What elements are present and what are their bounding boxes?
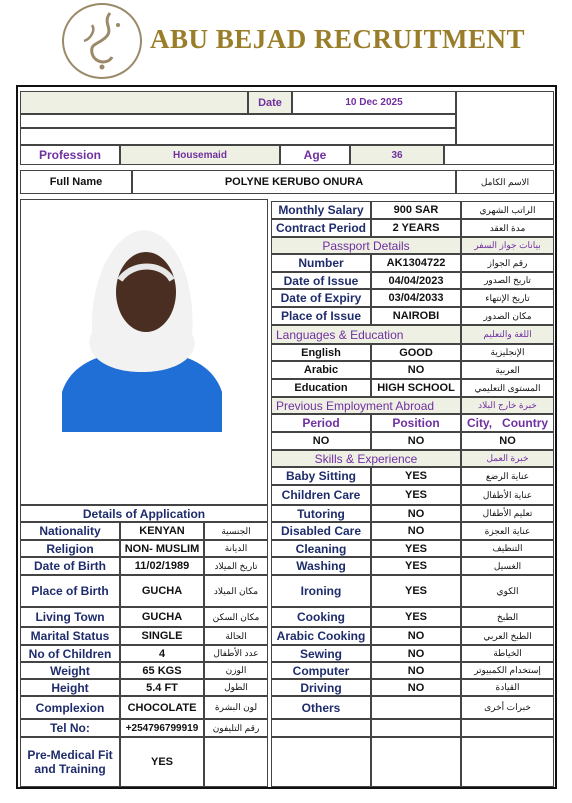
language-arabic: الإنجليزية xyxy=(461,344,554,361)
skill-arabic: عناية العجزة xyxy=(461,522,554,540)
app-label: Nationality xyxy=(20,522,120,540)
empty-cell xyxy=(271,719,371,737)
skill-value xyxy=(371,696,461,719)
passport-arabic: مكان الصدور xyxy=(461,307,554,325)
app-arabic: لون البشرة xyxy=(204,696,268,719)
calligraphy-logo-icon xyxy=(62,3,142,79)
passport-value: AK1304722 xyxy=(371,254,461,272)
passport-value: 04/04/2023 xyxy=(371,272,461,289)
app-arabic: مكان الميلاد xyxy=(204,575,268,607)
app-label: Place of Birth xyxy=(20,575,120,607)
candidate-photo xyxy=(62,222,222,432)
skill-value: NO xyxy=(371,522,461,540)
app-value: SINGLE xyxy=(120,627,204,645)
skill-arabic: إستخدام الكمبيوتر xyxy=(461,662,554,679)
contract-value: 900 SAR xyxy=(371,201,461,219)
skill-arabic: الطبخ العربي xyxy=(461,627,554,645)
contract-label: Monthly Salary xyxy=(271,201,371,219)
passport-title: Passport Details xyxy=(271,237,461,254)
app-label: Religion xyxy=(20,540,120,557)
employment-title-arabic: خبرة خارج البلاد xyxy=(461,397,554,414)
skill-value: YES xyxy=(371,575,461,607)
passport-value: NAIROBI xyxy=(371,307,461,325)
app-value: 4 xyxy=(120,645,204,662)
passport-label: Date of Issue xyxy=(271,272,371,289)
header-blank xyxy=(20,91,248,114)
skill-arabic: عناية الأطفال xyxy=(461,485,554,505)
skill-label: Children Care xyxy=(271,485,371,505)
app-value: 11/02/1989 xyxy=(120,557,204,575)
passport-label: Date of Expiry xyxy=(271,289,371,307)
passport-value: 03/04/2033 xyxy=(371,289,461,307)
passport-arabic: رقم الجواز xyxy=(461,254,554,272)
skill-arabic: التنظيف xyxy=(461,540,554,557)
skill-value: YES xyxy=(371,607,461,627)
company-name: ABU BEJAD RECRUITMENT xyxy=(150,24,526,54)
date-label: Date xyxy=(248,91,292,114)
app-label: Living Town xyxy=(20,607,120,627)
fullname-value: POLYNE KERUBO ONURA xyxy=(132,170,456,194)
language-value: NO xyxy=(371,361,461,379)
empty-cell xyxy=(371,737,461,787)
empty-cell xyxy=(371,719,461,737)
app-arabic: الطول xyxy=(204,679,268,696)
languages-title-arabic: اللغة والتعليم xyxy=(461,325,554,344)
empty-cell xyxy=(271,737,371,787)
skill-value: NO xyxy=(371,645,461,662)
skill-value: YES xyxy=(371,540,461,557)
blank-row xyxy=(20,114,456,128)
employment-city-label: City, Country xyxy=(461,414,554,432)
app-arabic xyxy=(204,737,268,787)
skill-value: YES xyxy=(371,485,461,505)
employment-position-value: NO xyxy=(371,432,461,450)
passport-label: Number xyxy=(271,254,371,272)
language-arabic: العربية xyxy=(461,361,554,379)
employment-city-value: NO xyxy=(461,432,554,450)
fullname-label: Full Name xyxy=(20,170,132,194)
app-label: Complexion xyxy=(20,696,120,719)
skill-label: Others xyxy=(271,696,371,719)
date-value: 10 Dec 2025 xyxy=(292,91,456,114)
app-label: No of Children xyxy=(20,645,120,662)
skill-label: Tutoring xyxy=(271,505,371,522)
skill-label: Baby Sitting xyxy=(271,467,371,485)
app-value: CHOCOLATE xyxy=(120,696,204,719)
skill-value: NO xyxy=(371,662,461,679)
language-label: English xyxy=(271,344,371,361)
profession-label: Profession xyxy=(20,145,120,165)
skill-label: Cooking xyxy=(271,607,371,627)
app-label: Tel No: xyxy=(20,719,120,737)
skill-value: YES xyxy=(371,557,461,575)
language-label: Education xyxy=(271,379,371,397)
skill-label: Washing xyxy=(271,557,371,575)
skill-arabic: الطبخ xyxy=(461,607,554,627)
skills-title: Skills & Experience xyxy=(271,450,461,467)
contract-value: 2 YEARS xyxy=(371,219,461,237)
app-arabic: الوزن xyxy=(204,662,268,679)
app-arabic: رقم التليفون xyxy=(204,719,268,737)
skill-label: Arabic Cooking xyxy=(271,627,371,645)
passport-label: Place of Issue xyxy=(271,307,371,325)
app-arabic: الديانة xyxy=(204,540,268,557)
skill-label: Disabled Care xyxy=(271,522,371,540)
skill-arabic: عناية الرضع xyxy=(461,467,554,485)
skill-label: Driving xyxy=(271,679,371,696)
employment-period-label: Period xyxy=(271,414,371,432)
employment-title: Previous Employment Abroad xyxy=(271,397,461,414)
app-label: Pre-Medical Fit and Training xyxy=(20,737,120,787)
app-value: GUCHA xyxy=(120,607,204,627)
contract-label: Contract Period xyxy=(271,219,371,237)
app-arabic: تاريخ الميلاد xyxy=(204,557,268,575)
app-label: Weight xyxy=(20,662,120,679)
profession-value: Housemaid xyxy=(120,145,280,165)
app-arabic: الحالة xyxy=(204,627,268,645)
language-arabic: المستوى التعليمي xyxy=(461,379,554,397)
employment-period-value: NO xyxy=(271,432,371,450)
passport-title-arabic: بيانات جواز السفر xyxy=(461,237,554,254)
skill-arabic: الغسيل xyxy=(461,557,554,575)
language-value: GOOD xyxy=(371,344,461,361)
app-label: Marital Status xyxy=(20,627,120,645)
skill-label: Sewing xyxy=(271,645,371,662)
app-value: GUCHA xyxy=(120,575,204,607)
contract-arabic: مدة العقد xyxy=(461,219,554,237)
skill-arabic: خبرات أخرى xyxy=(461,696,554,719)
language-value: HIGH SCHOOL xyxy=(371,379,461,397)
app-value: 65 KGS xyxy=(120,662,204,679)
skill-label: Ironing xyxy=(271,575,371,607)
skill-value: NO xyxy=(371,505,461,522)
skill-value: NO xyxy=(371,627,461,645)
contract-arabic: الراتب الشهري xyxy=(461,201,554,219)
app-value: +254796799919 xyxy=(120,719,204,737)
app-value: YES xyxy=(120,737,204,787)
skill-label: Cleaning xyxy=(271,540,371,557)
app-value: NON- MUSLIM xyxy=(120,540,204,557)
age-value: 36 xyxy=(350,145,444,165)
fullname-arabic: الاسم الكامل xyxy=(456,170,554,194)
app-value: KENYAN xyxy=(120,522,204,540)
app-label: Height xyxy=(20,679,120,696)
app-arabic: الجنسية xyxy=(204,522,268,540)
skills-title-arabic: خبرة العمل xyxy=(461,450,554,467)
blank-cell xyxy=(444,145,554,165)
application-title: Details of Application xyxy=(20,505,268,522)
passport-arabic: تاريخ الصدور xyxy=(461,272,554,289)
age-label: Age xyxy=(280,145,350,165)
empty-cell xyxy=(461,719,554,737)
skill-arabic: الخياطة xyxy=(461,645,554,662)
app-arabic: عدد الأطفال xyxy=(204,645,268,662)
empty-cell xyxy=(461,737,554,787)
app-value: 5.4 FT xyxy=(120,679,204,696)
skill-arabic: القيادة xyxy=(461,679,554,696)
app-arabic: مكان السكن xyxy=(204,607,268,627)
language-label: Arabic xyxy=(271,361,371,379)
skill-value: YES xyxy=(371,467,461,485)
app-label: Date of Birth xyxy=(20,557,120,575)
employment-position-label: Position xyxy=(371,414,461,432)
passport-arabic: تاريخ الإنتهاء xyxy=(461,289,554,307)
skill-label: Computer xyxy=(271,662,371,679)
header-right-blank xyxy=(456,91,554,145)
blank-row xyxy=(20,128,456,145)
languages-title: Languages & Education xyxy=(271,325,461,344)
skill-value: NO xyxy=(371,679,461,696)
skill-arabic: الكوي xyxy=(461,575,554,607)
skill-arabic: تعليم الأطفال xyxy=(461,505,554,522)
